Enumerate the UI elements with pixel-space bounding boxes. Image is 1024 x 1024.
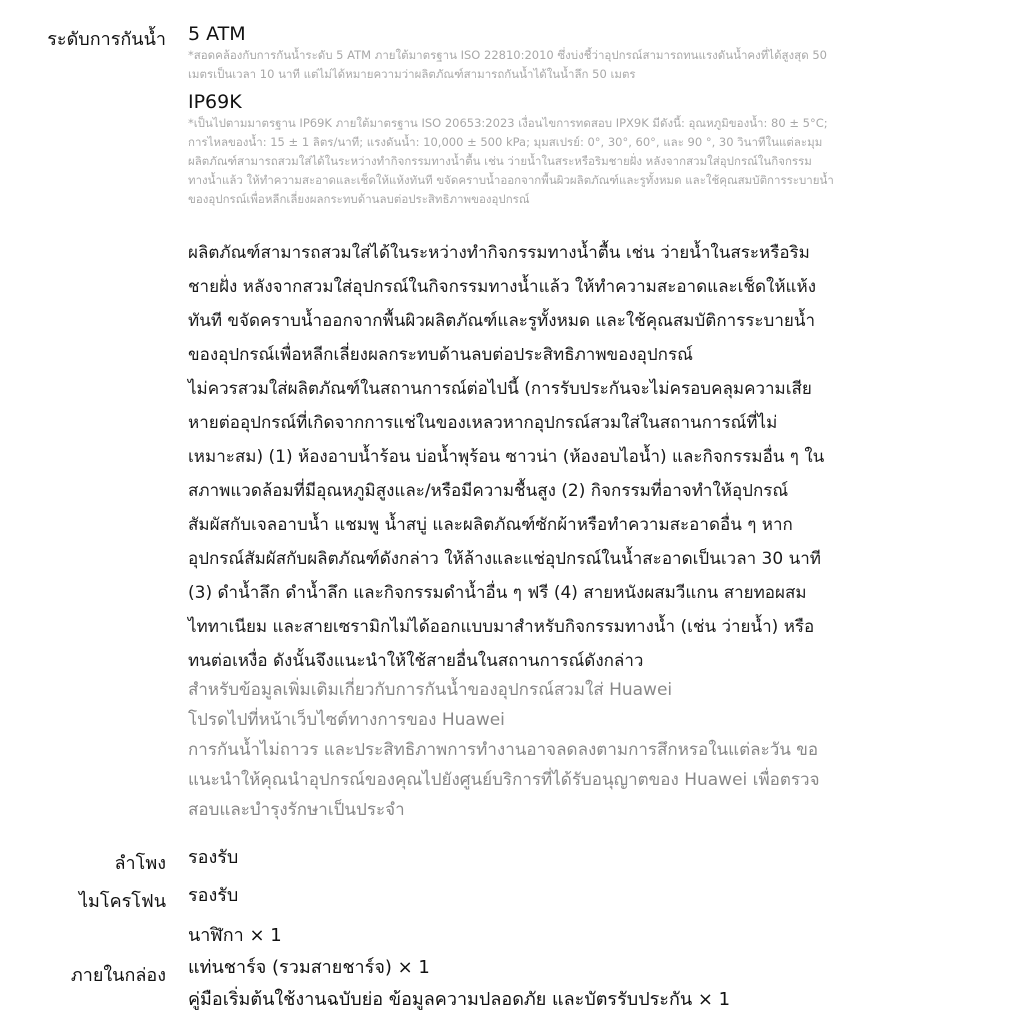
paragraph-line: สภาพแวดล้อมที่มีอุณหภูมิสูงและ/หรือมีความชื้นสูง (2) กิจกรรมที่อาจทำให้อุปกรณ์ bbox=[188, 481, 789, 501]
speaker-label: ลำโพง bbox=[114, 853, 166, 874]
paragraph-line: สอบและบำรุงรักษาเป็นประจำ bbox=[188, 800, 405, 820]
in-box-label: ภายในกล่อง bbox=[70, 965, 166, 986]
paragraph-line: อุปกรณ์สัมผัสกับผลิตภัณฑ์ดังกล่าว ให้ล้างและแช่อุปกรณ์ในน้ำสะอาดเป็นเวลา 30 นาที bbox=[188, 549, 821, 569]
paragraph-line: โปรดไปที่หน้าเว็บไซต์ทางการของ Huawei bbox=[188, 710, 505, 730]
paragraph-line: การกันน้ำไม่ถาวร และประสิทธิภาพการทำงานอาจลดลงตามการสึกหรอในแต่ละวัน ขอ bbox=[188, 740, 819, 760]
list-item: แท่นชาร์จ (รวมสายชาร์จ) × 1 bbox=[188, 957, 430, 978]
waterproof-label: ระดับการกันน้ำ bbox=[47, 29, 166, 50]
note-5atm-line: เมตรเป็นเวลา 10 นาที แต่ไม่ได้หมายความว่าผลิตภัณฑ์สามารถกันน้ำได้ในน้ำลึก 50 เมตร bbox=[188, 67, 636, 81]
paragraph-line: ทันที ขจัดคราบน้ำออกจากพื้นผิวผลิตภัณฑ์และรูทั้งหมด และใช้คุณสมบัติการระบายน้ำ bbox=[188, 311, 816, 331]
paragraph-line: ไม่ควรสวมใส่ผลิตภัณฑ์ในสถานการณ์ต่อไปนี้ (การรับประกันจะไม่ครอบคลุมความเสีย bbox=[188, 379, 812, 399]
more-info-paragraph bbox=[188, 675, 988, 825]
note-ip69k-line: *เป็นไปตามมาตรฐาน IP69K ภายใต้มาตรฐาน ISO 20653:2023 เงื่อนไขการทดสอบ IPX9K มีดังนี้: อุณหภูมิของน้ำ: 80 ± 5°C; bbox=[188, 116, 828, 130]
paragraph-line: ไททาเนียม และสายเซรามิกไม่ได้ออกแบบมาสำหรับกิจกรรมทางน้ำ (เช่น ว่ายน้ำ) หรือ bbox=[188, 617, 815, 637]
restrictions-paragraph bbox=[188, 372, 988, 678]
speaker-value: รองรับ bbox=[188, 847, 239, 868]
note-5atm-line: *สอดคล้องกับการกันน้ำระดับ 5 ATM ภายใต้มาตรฐาน ISO 22810:2010 ซึ่งบ่งชี้ว่าอุปกรณ์สามารถทนแรงดันน้ำคงที่ได้สูงสุด 50 bbox=[188, 48, 827, 62]
rating-5atm: 5 ATM bbox=[188, 23, 246, 45]
microphone-label: ไมโครโฟน bbox=[78, 891, 166, 912]
waterproof-section bbox=[188, 22, 988, 209]
paragraph-line: ของอุปกรณ์เพื่อหลีกเลี่ยงผลกระทบด้านลบต่อประสิทธิภาพของอุปกรณ์ bbox=[188, 345, 693, 365]
paragraph-line: ทนต่อเหงื่อ ดังนั้นจึงแนะนำให้ใช้สายอื่นในสถานการณ์ดังกล่าว bbox=[188, 651, 644, 671]
microphone-value: รองรับ bbox=[188, 885, 239, 906]
paragraph-line: ผลิตภัณฑ์สามารถสวมใส่ได้ในระหว่างทำกิจกรรมทางน้ำตื้น เช่น ว่ายน้ำในสระหรือริม bbox=[188, 243, 810, 263]
note-ip69k-line: การไหลของน้ำ: 15 ± 1 ลิตร/นาที; แรงดันน้ำ: 10,000 ± 500 kPa; มุมสเปรย์: 0°, 30°, 60°, และ 90 °, 30 วินาทีในแต่ละมุม bbox=[188, 135, 823, 149]
paragraph-line: เหมาะสม) (1) ห้องอาบน้ำร้อน บ่อน้ำพุร้อน ซาวน่า (ห้องอบไอน้ำ) และกิจกรรมอื่น ๆ ใน bbox=[188, 447, 825, 467]
rating-ip69k: IP69K bbox=[188, 91, 242, 113]
shallow-water-paragraph bbox=[188, 236, 988, 372]
microphone-row bbox=[188, 880, 988, 912]
paragraph-line: แนะนำให้คุณนำอุปกรณ์ของคุณไปยังศูนย์บริการที่ได้รับอนุญาตของ Huawei เพื่อตรวจ bbox=[188, 770, 820, 790]
paragraph-line: สัมผัสกับเจลอาบน้ำ แชมพู น้ำสบู่ และผลิตภัณฑ์ซักผ้าหรือทำความสะอาดอื่น ๆ หาก bbox=[188, 515, 793, 535]
list-item: นาฬิกา × 1 bbox=[188, 925, 282, 946]
paragraph-line: ชายฝั่ง หลังจากสวมใส่อุปกรณ์ในกิจกรรมทางน้ำแล้ว ให้ทำความสะอาดและเช็ดให้แห้ง bbox=[188, 277, 817, 297]
note-ip69k-line: ของอุปกรณ์เพื่อหลีกเลี่ยงผลกระทบด้านลบต่อประสิทธิภาพของอุปกรณ์ bbox=[188, 192, 530, 206]
paragraph-line: สำหรับข้อมูลเพิ่มเติมเกี่ยวกับการกันน้ำของอุปกรณ์สวมใส่ Huawei bbox=[188, 680, 673, 700]
list-item: คู่มือเริ่มต้นใช้งานฉบับย่อ ข้อมูลความปลอดภัย และบัตรรับประกัน × 1 bbox=[188, 989, 731, 1010]
note-ip69k bbox=[188, 114, 988, 209]
note-ip69k-line: ผลิตภัณฑ์สามารถสวมใส่ได้ในระหว่างทำกิจกรรมทางน้ำตื้น เช่น ว่ายน้ำในสระหรือริมชายฝั่ง หลังจากสวมใส่อุปกรณ์ในกิจกรรม bbox=[188, 154, 812, 168]
paragraph-line: (3) ดำน้ำลึก ดำน้ำลึก และกิจกรรมดำน้ำอื่น ๆ ฟรี (4) สายหนังผสมวีแกน สายทอผสม bbox=[188, 583, 807, 603]
note-ip69k-line: ทางน้ำแล้ว ให้ทำความสะอาดและเช็ดให้แห้งทันที ขจัดคราบน้ำออกจากพื้นผิวผลิตภัณฑ์และรูทั้งหมด และใช้คุณสมบัติการระบายน้ำ bbox=[188, 173, 834, 187]
paragraph-line: หายต่ออุปกรณ์ที่เกิดจากการแช่ในของเหลวหากอุปกรณ์สวมใส่ในสถานการณ์ที่ไม่ bbox=[188, 413, 778, 433]
speaker-row bbox=[188, 842, 988, 874]
in-box-list bbox=[188, 920, 988, 1016]
